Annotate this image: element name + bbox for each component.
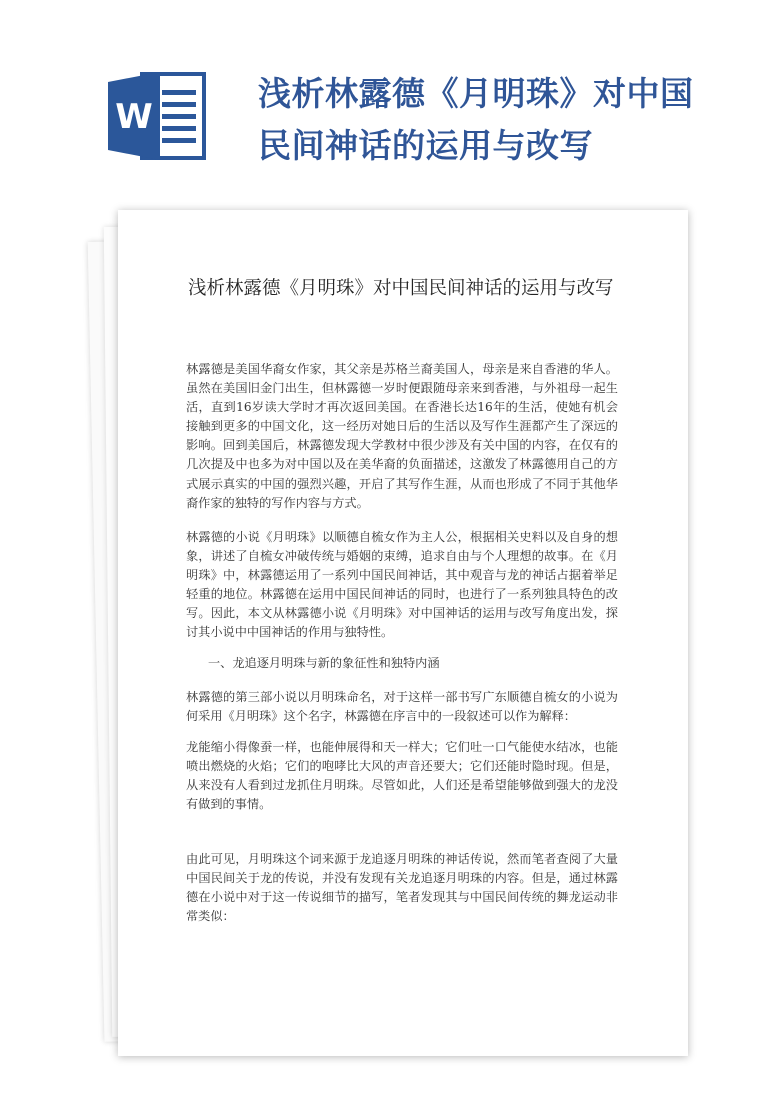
- paragraph-2: 林露德的小说《月明珠》以顺德自梳女作为主人公，根据相关史料以及自身的想象，讲述了自梳女冲破传统与婚姻的束缚，追求自由与个人理想的故事。在《月明珠》中，林露德运用了一系列中国民间神话，其中观音与龙的神话占据着举足轻重的地位。林露德在运用中国民间神话的同时，也进行了一系列独具特色的改写。因此，本文从林露德小说《月明珠》对中国神话的运用与改写角度出发，探讨其小说中中国神话的作用与独特性。: [186, 530, 618, 640]
- document-page: [118, 210, 688, 1056]
- paragraph-3: 林露德的第三部小说以月明珠命名，对于这样一部书写广东顺德自梳女的小说为何采用《月明珠》这个名字，林露德在序言中的一段叙述可以作为解释：: [186, 690, 618, 724]
- word-icon-letter: W: [115, 97, 153, 137]
- header-title-line2: 民间神话的运用与改写: [258, 126, 593, 165]
- document-title: 浅析林露德《月明珠》对中国民间神话的运用与改写: [188, 278, 614, 299]
- header-banner: [0, 0, 780, 205]
- quote-paragraph: 龙能缩小得像蚕一样，也能伸展得和天一样大；它们吐一口气能使水结冰，也能喷出燃烧的火焰；它们的咆哮比大风的声音还要大；它们还能时隐时现。但是，从来没有人看到过龙抓住月明珠。尽管如此，人们还是希望能够做到强大的龙没有做到的事情。: [186, 740, 618, 812]
- section-heading: 一、龙追逐月明珠与新的象征性和独特内涵: [208, 656, 440, 670]
- paragraph-4: 由此可见，月明珠这个词来源于龙追逐月明珠的神话传说，然而笔者查阅了大量中国民间关于龙的传说，并没有发现有关龙追逐月明珠的内容。但是，通过林露德在小说中对于这一传说细节的描写，笔者发现其与中国民间传统的舞龙运动非常类似：: [186, 852, 618, 924]
- header-title: [258, 68, 728, 172]
- word-document-icon: [108, 70, 208, 162]
- paragraph-1: 林露德是美国华裔女作家，其父亲是苏格兰裔美国人，母亲是来自香港的华人。虽然在美国旧金门出生，但林露德一岁时便跟随母亲来到香港，与外祖母一起生活，直到16岁读大学时才再次返回美国。在香港长达16年的生活，使她有机会接触到更多的中国文化，这一经历对她日后的生活以及写作生涯都产生了深远的影响。回到美国后，林露德发现大学教材中很少涉及有关中国的内容，在仅有的几次提及中也多为对中国以及在美华裔的负面描述，这激发了林露德用自己的方式展示真实的中国的强烈兴趣，开启了其写作生涯，从而也形成了不同于其他华裔作家的独特的写作内容与方式。: [186, 362, 618, 510]
- header-title-line1: 浅析林露德《月明珠》对中国: [258, 74, 694, 113]
